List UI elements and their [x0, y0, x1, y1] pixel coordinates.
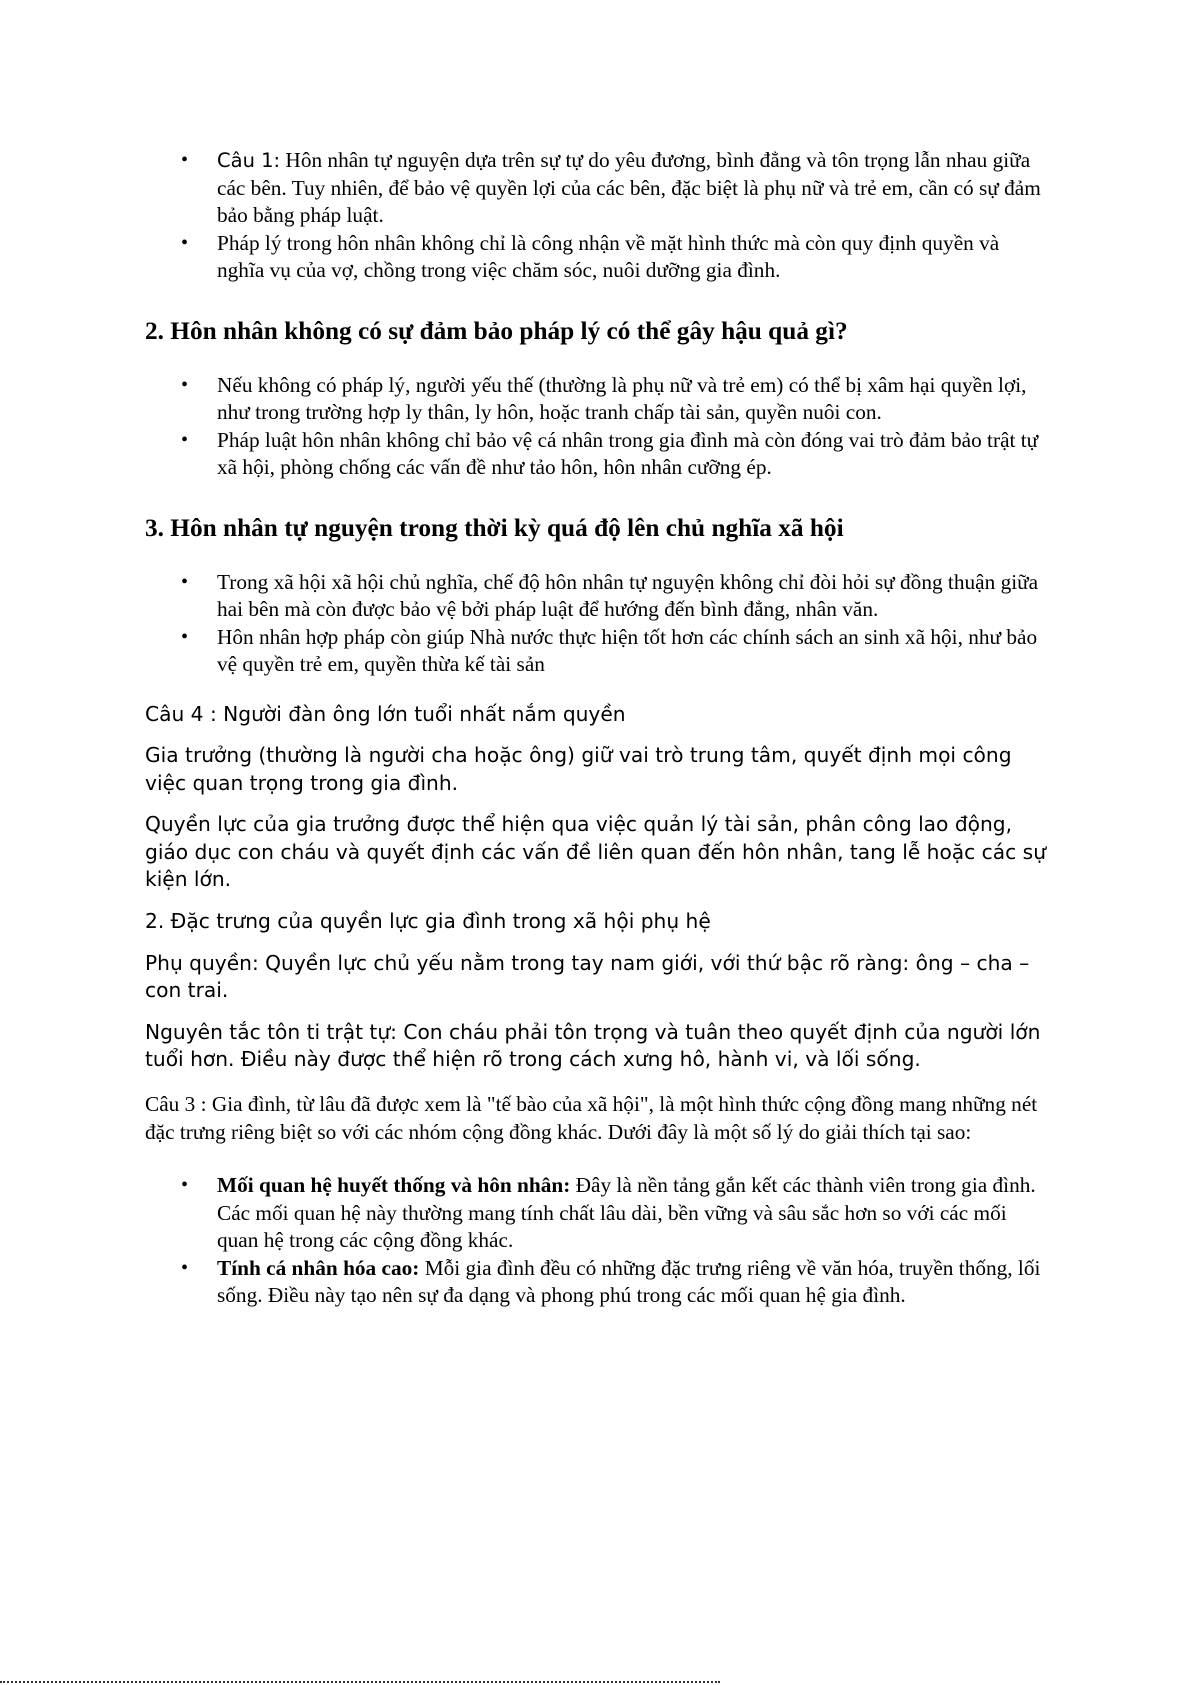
list-item-text: Nếu không có pháp lý, người yếu thế (thường là phụ nữ và trẻ em) có thể bị xâm hại quyền lợi, như trong trường hợp ly thân, ly hôn, hoặc tranh chấp tài sản, quyền nuôi con.: [217, 372, 1027, 424]
list-item-bold: Mối quan hệ huyết thống và hôn nhân:: [217, 1173, 571, 1198]
question-label: Câu 1:: [217, 149, 281, 172]
list-item-text: Pháp lý trong hôn nhân không chỉ là công nhận về mặt hình thức mà còn quy định quyền và nghĩa vụ của vợ, chồng trong việc chăm sóc, nuôi dưỡng gia đình.: [217, 230, 1000, 282]
list-item-text: Hôn nhân hợp pháp còn giúp Nhà nước thực hiện tốt hơn các chính sách an sinh xã hội, như bảo vệ quyền trẻ em, quyền thừa kế tài sản: [217, 624, 1038, 676]
list-item: [145, 1255, 1050, 1310]
bullet-icon: •: [181, 625, 189, 648]
page-bottom-divider: [0, 1681, 720, 1683]
list-item-text: Pháp luật hôn nhân không chỉ bảo vệ cá nhân trong gia đình mà còn đóng vai trò đảm bảo trật tự xã hội, phòng chống các vấn đề như tảo hôn, hôn nhân cưỡng ép.: [217, 427, 1039, 479]
section-heading: 2. Hôn nhân không có sự đảm bảo pháp lý có thể gây hậu quả gì?: [145, 316, 848, 345]
list-item-text: Mỗi gia đình đều có những đặc trưng riêng về văn hóa, truyền thống, lối sống. Điều này tạo nên sự đa dạng và phong phú trong các mối quan hệ gia đình.: [217, 1255, 1041, 1308]
list-item: [145, 230, 1050, 285]
bullet-icon: •: [181, 570, 189, 593]
section-heading: 3. Hôn nhân tự nguyện trong thời kỳ quá độ lên chủ nghĩa xã hội: [145, 513, 844, 542]
cau3-intro: Câu 3 : Gia đình, từ lâu đã được xem là "tế bào của xã hội", là một hình thức cộng đồng mang những nét đặc trưng riêng biệt so với các nhóm cộng đồng khác. Dưới đây là một số lý do giải thích tại sao:: [145, 1092, 1038, 1145]
section3-list: [145, 569, 1050, 679]
list-item: [145, 569, 1050, 624]
list-item: [145, 1172, 1050, 1255]
list-item: [145, 427, 1050, 482]
list-item: [145, 624, 1050, 679]
paragraph: Gia trưởng (thường là người cha hoặc ông) giữ vai trò trung tâm, quyết định mọi công việc quan trọng trong gia đình.: [145, 743, 1012, 795]
subheading: 2. Đặc trưng của quyền lực gia đình trong xã hội phụ hệ: [145, 909, 711, 934]
list-item: [145, 372, 1050, 427]
bullet-icon: •: [181, 149, 189, 171]
document-body: [145, 147, 1050, 1310]
paragraph: Quyền lực của gia trưởng được thể hiện qua việc quản lý tài sản, phân công lao động, giáo dục con cháu và quyết định các vấn đề liên quan đến hôn nhân, tang lễ hoặc các sự kiện lớn.: [145, 812, 1046, 892]
list-item-text: Hôn nhân tự nguyện dựa trên sự tự do yêu đương, bình đẳng và tôn trọng lẫn nhau giữa các bên. Tuy nhiên, để bảo vệ quyền lợi của các bên, đặc biệt là phụ nữ và trẻ em, cần có sự đảm bảo bằng pháp luật.: [217, 148, 1041, 227]
list-item: [145, 147, 1050, 230]
list-item-bold: Tính cá nhân hóa cao:: [217, 1255, 420, 1280]
bullet-icon: •: [181, 373, 189, 396]
bullet-icon: •: [181, 1174, 189, 1197]
bullet-icon: •: [181, 428, 189, 451]
list-item-text: Đây là nền tảng gắn kết các thành viên trong gia đình. Các mối quan hệ này thường mang tính chất lâu dài, bền vững và sâu sắc hơn so với các mối quan hệ trong các cộng đồng khác.: [217, 1173, 1036, 1253]
paragraph: Nguyên tắc tôn ti trật tự: Con cháu phải tôn trọng và tuân theo quyết định của người lớn tuổi hơn. Điều này được thể hiện rõ trong cách xưng hô, hành vi, và lối sống.: [145, 1019, 1041, 1072]
list-item-text: Trong xã hội xã hội chủ nghĩa, chế độ hôn nhân tự nguyện không chỉ đòi hỏi sự đồng thuận giữa hai bên mà còn được bảo vệ bởi pháp luật để hướng đến bình đẳng, nhân văn.: [217, 569, 1039, 621]
cau4-title: Câu 4 : Người đàn ông lớn tuổi nhất nắm quyền: [145, 701, 626, 726]
section1-list: [145, 147, 1050, 285]
bullet-icon: •: [181, 231, 189, 254]
cau3-list: [145, 1172, 1050, 1310]
section2-list: [145, 372, 1050, 482]
bullet-icon: •: [181, 1256, 189, 1279]
paragraph: Phụ quyền: Quyền lực chủ yếu nằm trong tay nam giới, với thứ bậc rõ ràng: ông – cha – con trai.: [145, 950, 1030, 1003]
